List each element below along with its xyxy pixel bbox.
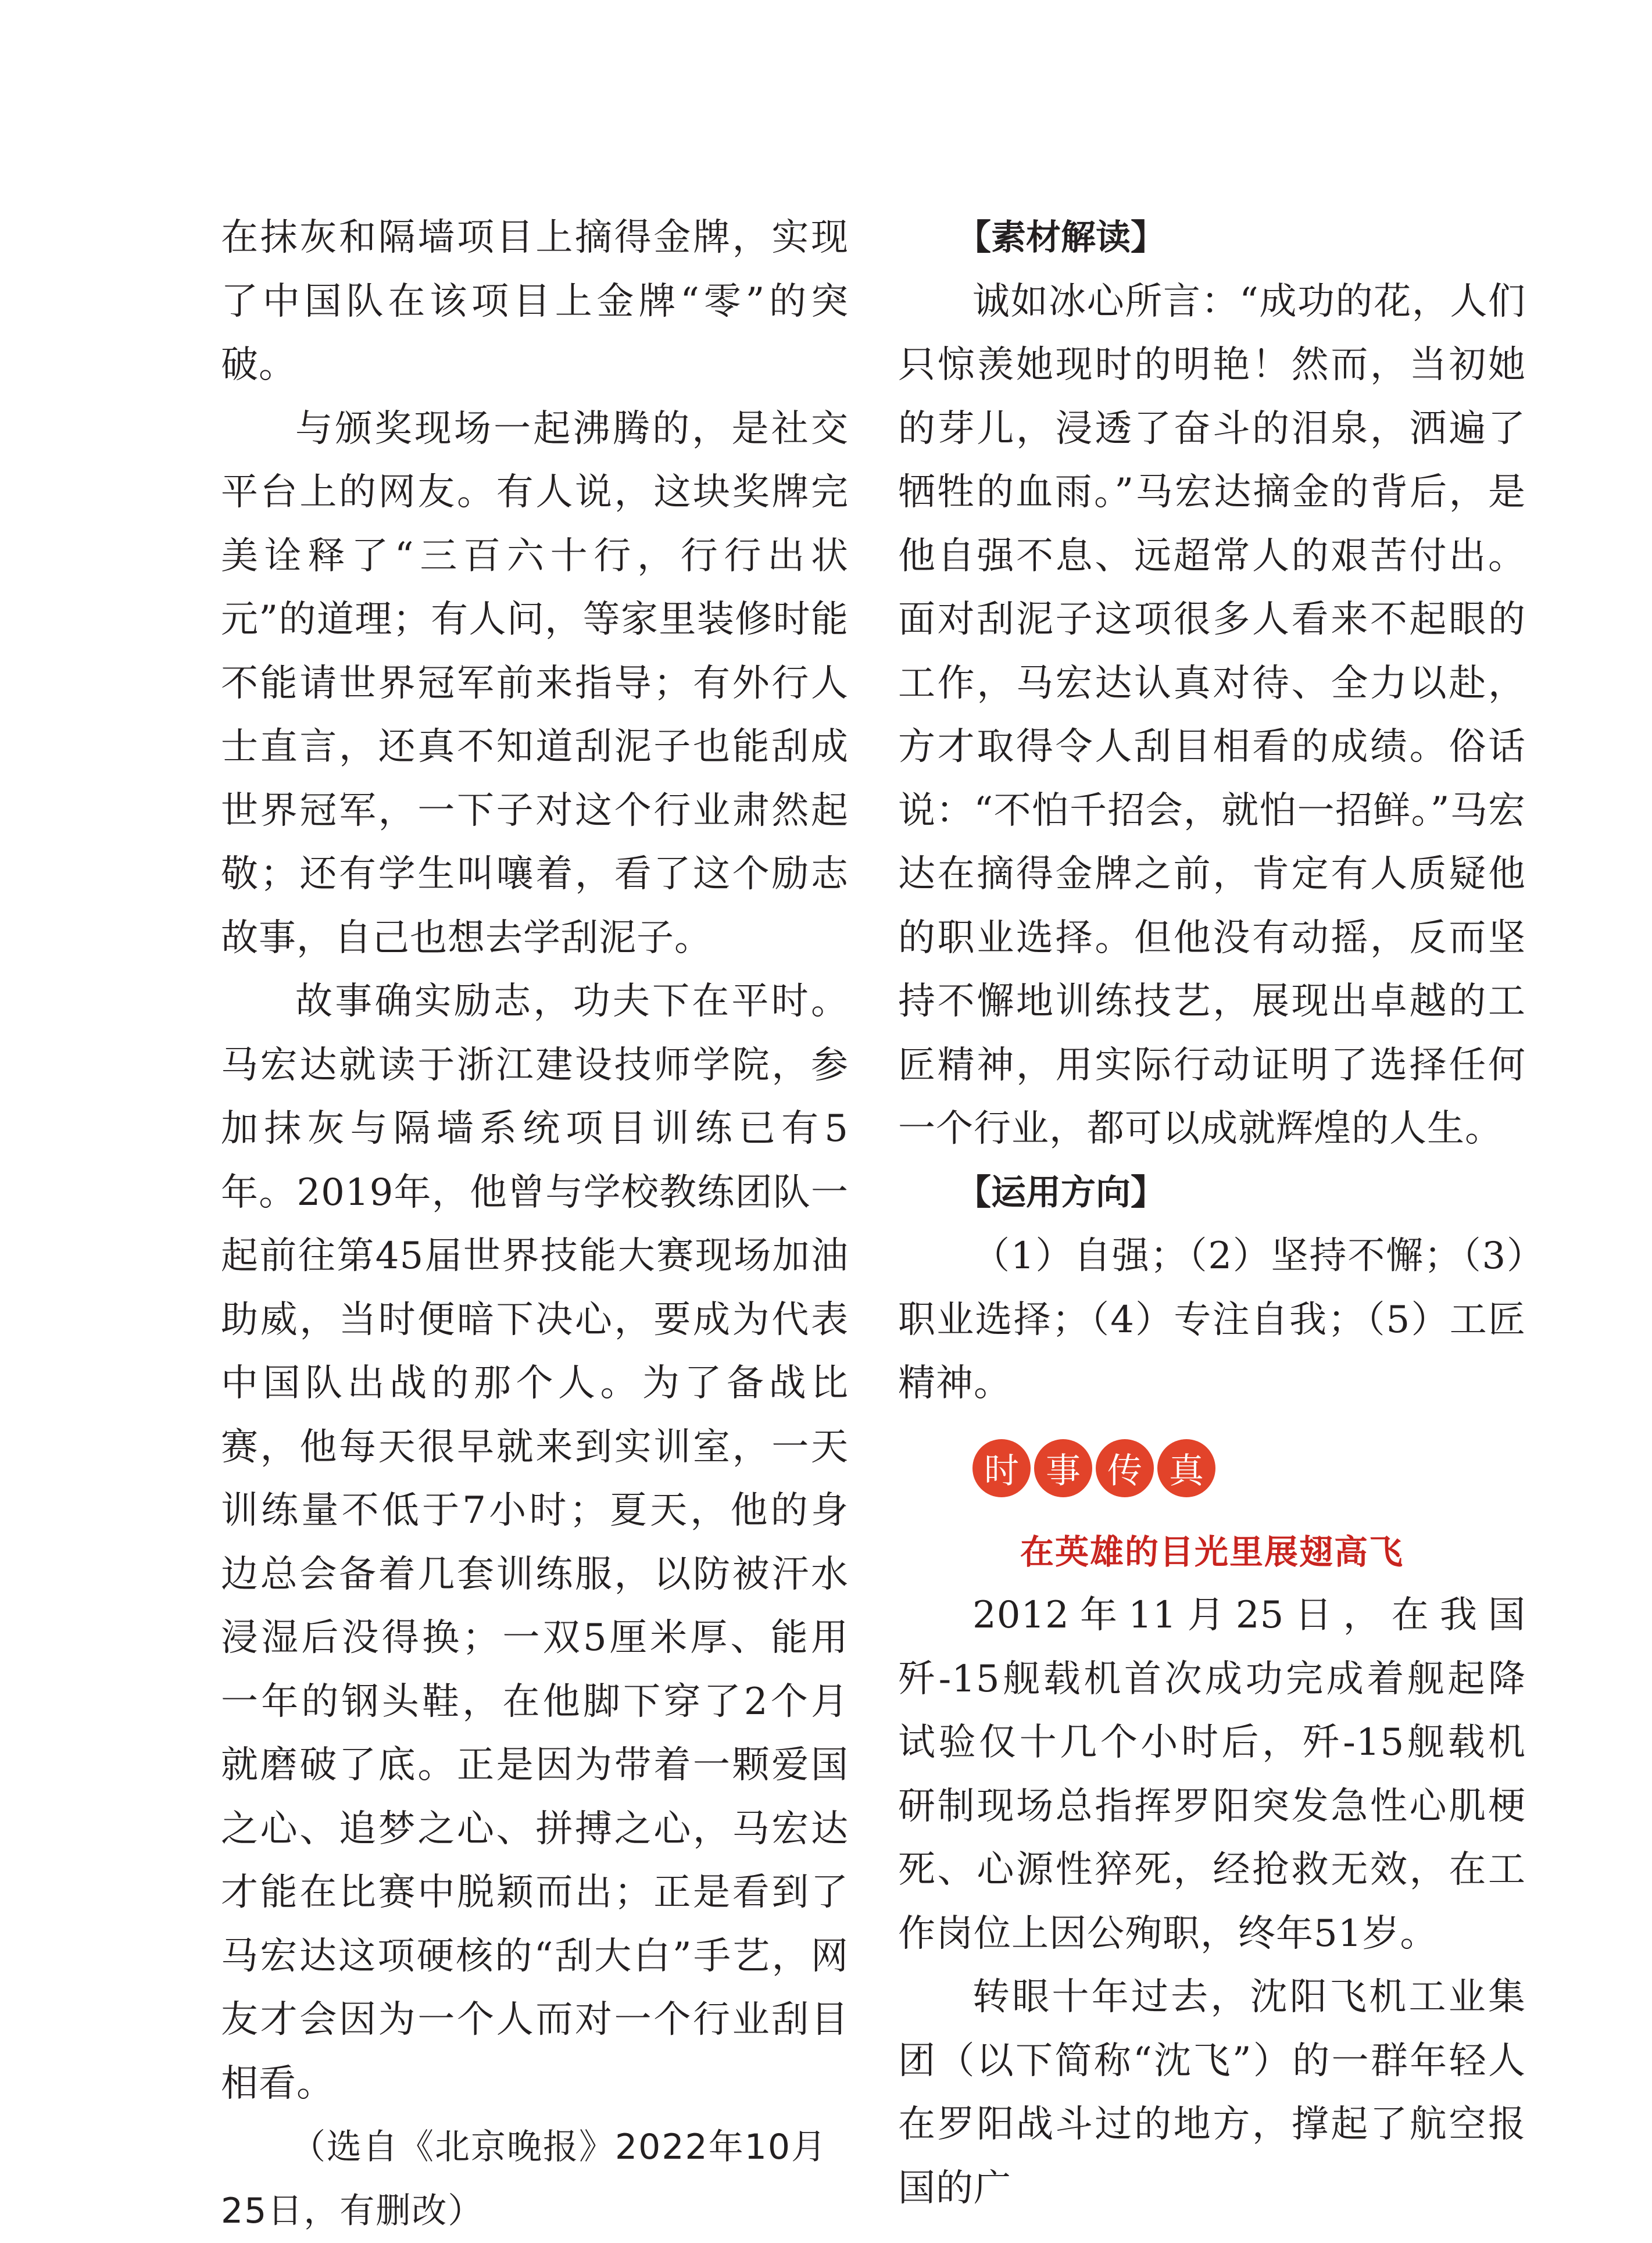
paragraph-continuation: 在抹灰和隔墙项目上摘得金牌，实现了中国队在该项目上金牌“零”的突破。 xyxy=(221,216,849,387)
interpretation-heading: 【素材解读】 xyxy=(956,217,1165,258)
source-citation: （选自《北京晚报》2022年10月25日，有删改） xyxy=(221,2127,828,2231)
section-badge: 真 xyxy=(1157,1439,1215,1497)
article-paragraph: 2012年11月25日，在我国歼-15舰载机首次成功完成着舰起降试验仅十几个小时后，歼-15舰载机研制现场总指挥罗阳突发急性心肌梗死、心源性猝死，经抢救无效，在工作岗位上因公殉职，终年51岁。 xyxy=(898,1594,1526,1955)
article-title: 在英雄的目光里展翅高飞 xyxy=(1020,1532,1404,1572)
paragraph-story: 故事确实励志，功夫下在平时。马宏达就读于浙江建设技师学院，参加抹灰与隔墙系统项目训练已有5年。2019年，他曾与学校教练团队一起前往第45届世界技能大赛现场加油助威，当时便暗下决心，要成为代表中国队出战的那个人。为了备战比赛，他每天很早就来到实训室，一天训练量不低于7小时；夏天，他的身边总会备着几套训练服，以防被汗水浸湿后没得换；一双5厘米厚、能用一年的钢头鞋，在他脚下穿了2个月就磨破了底。正是因为带着一颗爱国之心、追梦之心、拼搏之心，马宏达才能在比赛中脱颖而出；正是看到了马宏达这项硬核的“刮大白”手艺，网友才会因为一个人而对一个行业刮目相看。 xyxy=(221,980,849,2105)
section-badge: 时 xyxy=(972,1439,1031,1497)
article-paragraph: 转眼十年过去，沈阳飞机工业集团（以下简称“沈飞”）的一群年轻人在罗阳战斗过的地方，撑起了航空报国的广 xyxy=(898,1976,1526,2210)
section-badge: 事 xyxy=(1034,1439,1092,1497)
application-paragraph: （1）自强；（2）坚持不懈；（3）职业选择；（4）专注自我；（5）工匠精神。 xyxy=(898,1235,1526,1405)
paragraph-netizens: 与颁奖现场一起沸腾的，是社交平台上的网友。有人说，这块奖牌完美诠释了“三百六十行，行行出状元”的道理；有人问，等家里装修时能不能请世界冠军前来指导；有外行人士直言，还真不知道刮泥子也能刮成世界冠军，一下子对这个行业肃然起敬；还有学生叫嚷着，看了这个励志故事，自己也想去学刮泥子。 xyxy=(221,407,849,960)
right-column xyxy=(898,206,1526,2220)
section-badge-row xyxy=(972,1439,1526,1497)
interpretation-paragraph: 诚如冰心所言：“成功的花，人们只惊羡她现时的明艳！然而，当初她的芽儿，浸透了奋斗的泪泉，洒遍了牺牲的血雨。”马宏达摘金的背后，是他自强不息、远超常人的艰苦付出。面对刮泥子这项很多人看来不起眼的工作，马宏达认真对待、全力以赴，方才取得令人刮目相看的成绩。俗话说：“不怕千招会，就怕一招鲜。”马宏达在摘得金牌之前，肯定有人质疑他的职业选择。但他没有动摇，反而坚持不懈地训练技艺，展现出卓越的工匠精神，用实际行动证明了选择任何一个行业，都可以成就辉煌的人生。 xyxy=(898,280,1526,1150)
application-heading: 【运用方向】 xyxy=(956,1172,1165,1213)
section-badge: 传 xyxy=(1096,1439,1154,1497)
left-column xyxy=(221,206,849,2243)
